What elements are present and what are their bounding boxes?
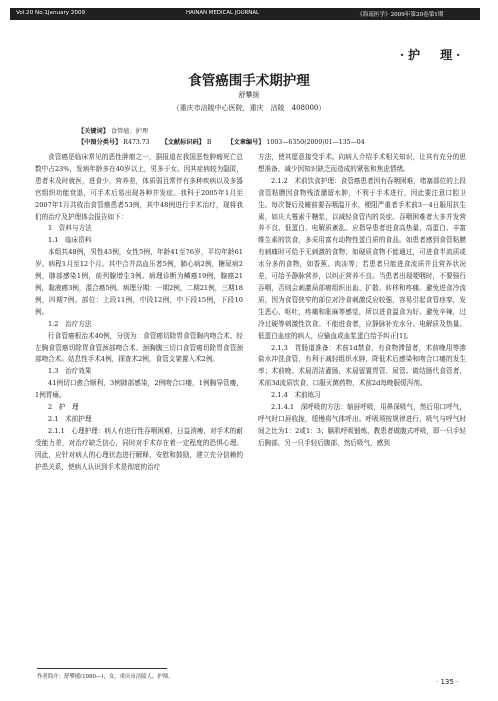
psych-nursing-paragraph: 2.1.1 心理护理：病人有进行性吞咽困难，日益消瘦，对手术的耐受能力差，对治疗缺乏信心，同时对手术存在着一定程度的恐惧心理。因此，应针对病人的心理状态进行解释，安慰和鼓励，建立充分信赖的护患关系，使病人认识到手术是彻底的治疗: [35, 426, 243, 471]
clc-label: 【中图分类号】: [78, 139, 122, 146]
affiliation: （重庆市涪陵中心医院，重庆 涪陵 408000）: [172, 104, 326, 112]
header-journal-name: HAINAN MEDICAL JOURNAL: [186, 10, 260, 16]
page-number: · 135 ·: [436, 678, 459, 686]
left-column: [35, 152, 243, 473]
continued-paragraph: 方法，使其愿意接受手术。向病人介绍手术相关知识，让其有充分的思想准备，减少因知识缺乏而造成的紧张和焦虑情绪。: [258, 153, 466, 173]
breathing-paragraph: 2.1.4.1 深呼吸的方法：缩唇呼吸，用鼻深吸气，然后用口呼气，呼气时口唇收拢，缓慢将气体呼出。呼吸须按规律进行，吸气与呼气时间之比为1：2或1：3；膈肌呼吸锻炼，教患者做腹式呼吸，即一只手轻后胸部，另一只手轻后腹部，然后吸气，感到: [258, 403, 466, 447]
doc-code-label: 【文献标识码】: [161, 139, 205, 146]
gi-prep-paragraph: 2.1.3 胃肠道准备：术前1d禁食，有食物滞留者，术前晚用等渗盐水冲洗食管，有利于减轻组织水肿，降低术后感染和吻合口瘘的发生率；术前晚、术晨清洁灌肠，术晨留置胃管、尿管。做结肠代食管者，术前3d流质饮食，口服灭菌药物，术前2d每晚服缓泻剂。: [258, 343, 466, 388]
heading-preop-nursing: 2.1 术前护理: [48, 414, 92, 423]
article-title: 食管癌围手术期护理: [188, 73, 310, 89]
classification-line: [78, 137, 365, 146]
heading-treatment: 1.2 治疗方法: [48, 319, 92, 328]
heading-preop-exercise: 2.1.4 术前练习: [271, 391, 321, 400]
keywords-line: [78, 126, 148, 135]
intro-paragraph: 食管癌是临床常见的恶性肿瘤之一，据报道在我国恶性肿瘤死亡总数中占23%，发病年龄多在40岁以上，男多于女。因其症病较为隐匿，患者未及时就医，进食少，营养差，体质弱且常伴有多种疾病以及多器官组织功能衰退，可手术后易出现各种并发症。我科于2005年1月至2007年1月共收治食管癌患者53例，其中48例进行手术治疗，现将我们的治疗及护理体会报告如下：: [35, 153, 243, 221]
right-column: [258, 152, 466, 450]
heading-materials-methods: 1 资料与方法: [48, 224, 92, 233]
clinical-data-paragraph: 本组共48例，男性43例，女性5例，年龄41至76岁，平均年龄61岁。病程1月至12个月。其中合并高血压者5例，肺心病2例，糖尿病2例，肺部感染1例，前列腺增生3例。病理诊断为鳞癌19例，腺癌21例，黏液癌3例，混合癌5例。病理分期：一期2例，二期21例，三期18例，四期7例。部位：上段11例，中段12例，中下段15例，下段10例。: [35, 248, 243, 316]
keywords-value: 食管癌；护理: [110, 128, 149, 135]
footnote-divider: [37, 668, 167, 669]
diet-nursing-paragraph: 2.1.2 术前饮食护理：食管癌患者因有吞咽困难，堵塞部位的上段食管粘膜因食物残渣潴留水肿，不利于手术进行，因此要注意口腔卫生。每次餐后及睡前要吞咽温开水，梗阻严重者手术前3－4日服用抗生素，如庆大霉素千糖浆，以减轻食管内的炎症。吞咽困难者大多并发营养不良、低蛋白、电解质紊乱。应指导患者进食高热量、高蛋白、丰富维生素的饮食，多采用富有动物性蛋白质的食品。如患者感到食管粘膜有刺痛时可给予无刺激的食物；如硬质食物不能通过，可进食半流质或水分多的食物，如香蕉、肉冻等；若患者只能进食流质并且营养状况差，可给予静脉营养，以纠正营养不良。当患者出现哽咽时，不要强行吞咽，否则会刺激局部癌组织出血、扩散、转移和疼痛。避免进食冷流质，因为食管狭窄的部位对冷食刺激反应较强，容易引起食管痉挛，发生恶心、呕吐，疼痛和胀麻等感觉，所以进食温食为好。避免辛辣，过冷过硬等刺激性饮食。不能进食者，应静脉补充水分、电解质及热量。低蛋白血症的病人，应输血或血浆蛋白给予纠正[1]。: [258, 176, 466, 340]
article-number-label: 【文章编号】: [227, 139, 265, 146]
author: 舒攀援: [238, 91, 260, 99]
keywords-label: 【关键词】: [78, 128, 109, 135]
treatment-paragraph: 行食管癌根治术40例，分别为：食管癌切除胃食管胸内吻合术、经左胸食管癌切除胃食管颈部吻合术、颈胸腹三切口食管癌切除胃食管颈部吻合术。姑息性手术4例，探查术2例，食管支架置入术2例。: [35, 331, 243, 364]
doc-code-value: B: [206, 139, 212, 146]
heading-results: 1.3 治疗效果: [48, 367, 92, 376]
article-number-value: 1003—6350(2009)01—135—04: [266, 139, 365, 146]
author-footnote: 作者简介：舒攀援(1980—)，女，重庆市涪陵人，护师。: [37, 674, 174, 680]
header-journal-issue: 《海南医学》2009年第20卷第1期: [357, 12, 444, 18]
heading-nursing: 2 护 理: [48, 403, 79, 412]
section-tag: ·护 理·: [400, 48, 465, 62]
header-volume: Vol.20 No.1January 2009: [16, 10, 86, 16]
heading-clinical-data: 1.1 临床资料: [48, 236, 92, 245]
results-paragraph: 41例切口愈合顺利，3例肺部感染，2例吻合口瘘，1例胸导管瘘，1例胃瘫。: [35, 379, 243, 400]
clc-value: R473.73: [123, 139, 150, 146]
